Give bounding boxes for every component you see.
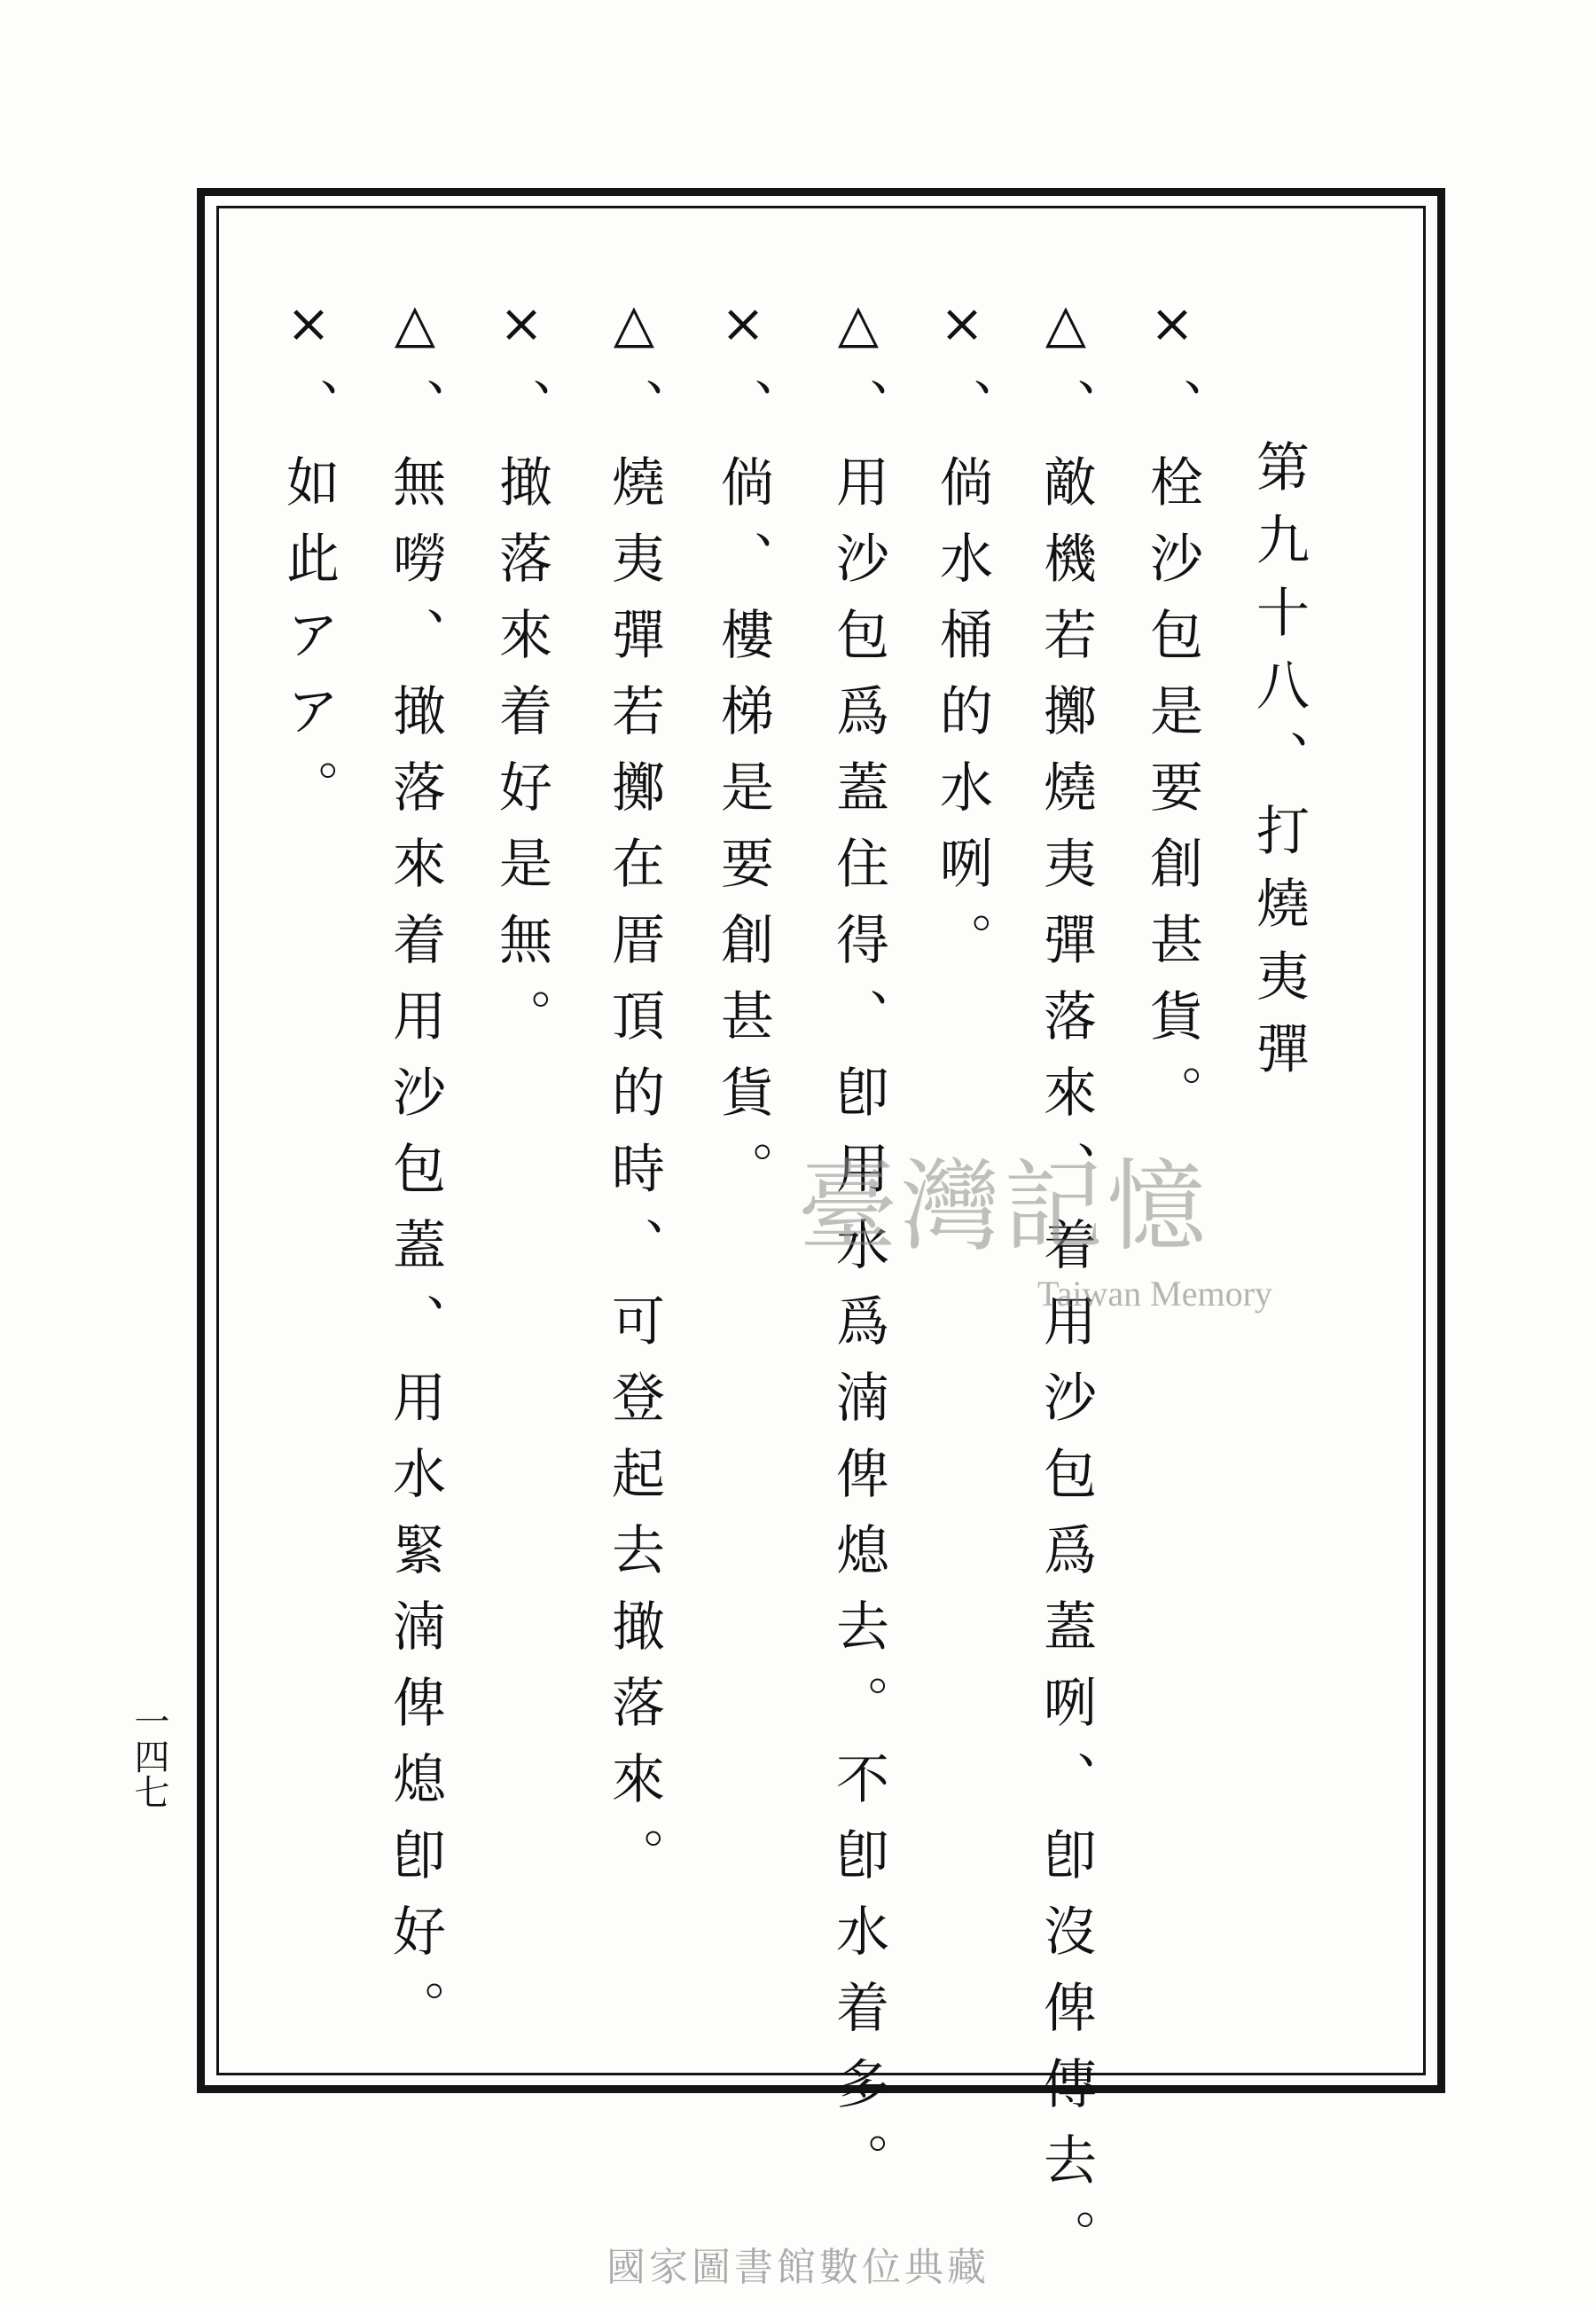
watermark-en-text: Taiwan Memory (1037, 1274, 1272, 1314)
text-column-9: ×、如此アア。 (278, 293, 340, 835)
footer-archive-label: 國家圖書館數位典藏 (606, 2245, 990, 2290)
watermark-cjk-text: 臺灣記憶 (798, 1149, 1209, 1265)
text-column-5: ×、倘、樓梯是要創甚貨。 (712, 293, 774, 1217)
text-column-1: ×、栓沙包是要創甚貨。 (1141, 293, 1203, 1141)
text-column-3: ×、倘水桶的水咧。 (931, 293, 993, 988)
text-column-2: △、敵機若擲燒夷彈落來、着用沙包爲蓋咧、卽沒俾傳去。 (1035, 293, 1097, 2285)
lesson-title: 第九十八、打燒夷彈 (1248, 439, 1310, 1094)
text-column-4: △、用沙包爲蓋住得、卽用水爲湳俾熄去。不卽水着多。 (827, 293, 889, 2208)
taiwan-memory-watermark (798, 1149, 1295, 1326)
text-column-6: △、燒夷彈若擲在厝頂的時、可登起去撖落來。 (603, 293, 665, 1903)
text-column-7: ×、撖落來着好是無。 (490, 293, 552, 1064)
text-column-8: △、無嘮、撖落來着用沙包蓋、用水緊湳俾熄卽好。 (384, 293, 446, 2056)
page-number: 一四七 (129, 1703, 169, 1809)
